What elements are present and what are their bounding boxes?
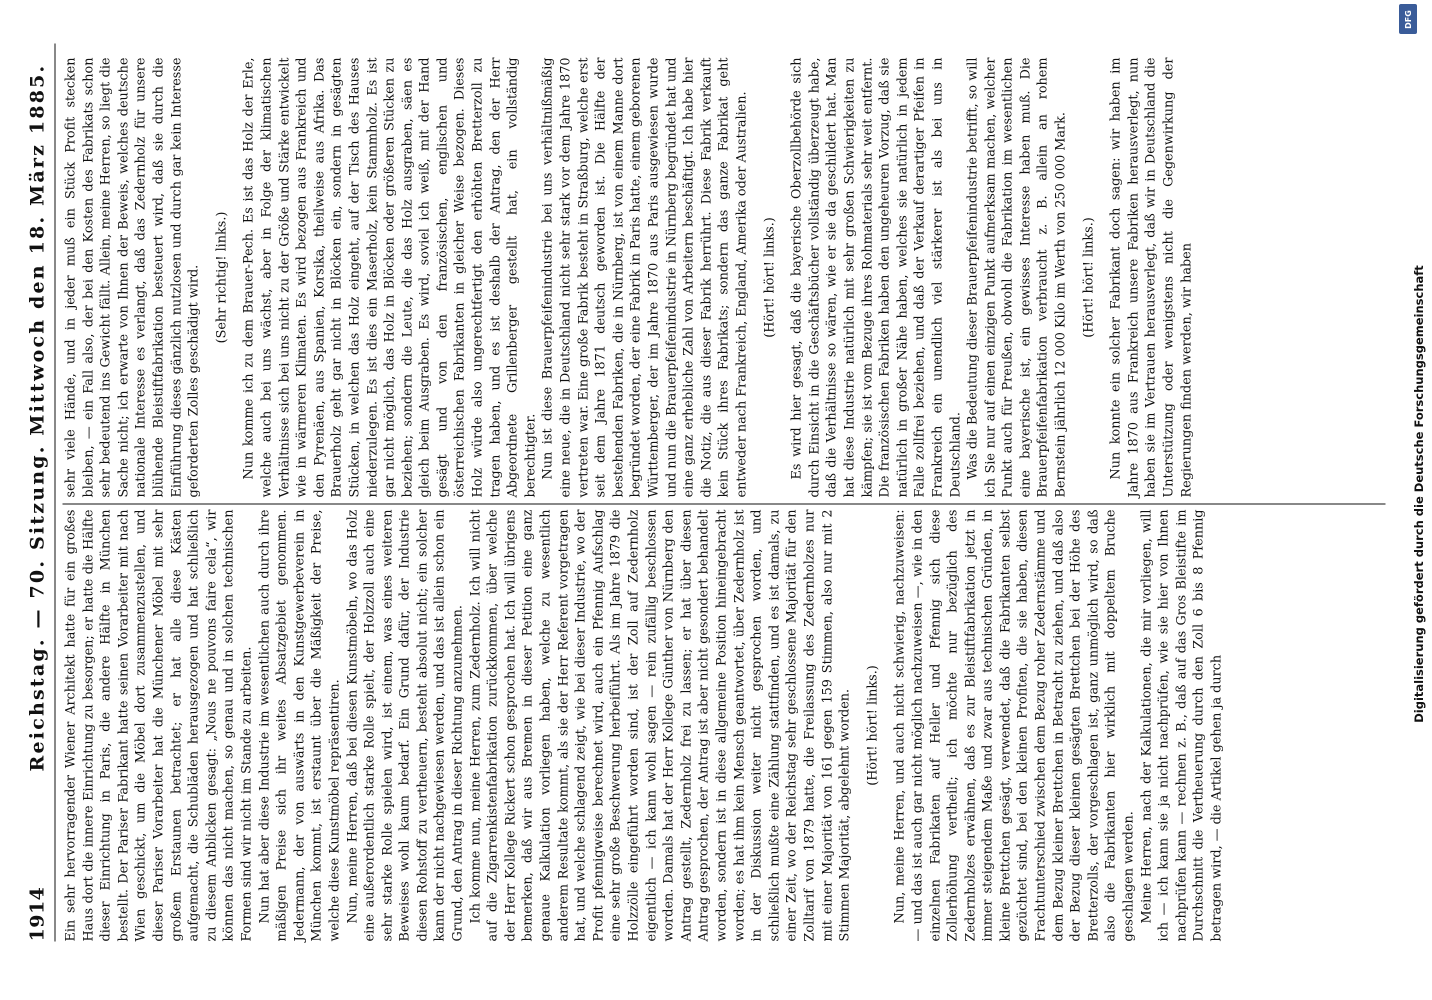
interjection: (Hört! hört! links.) [865, 665, 881, 786]
page-number: 1914 [26, 886, 49, 942]
paragraph: Was die Bedeutung dieser Brauerpfeifenindustrie betrifft, so will ich Sie nur auf einen einzigen Punkt aufmerksam machen, welcher Punkt auch für Preußen, obwohl die Fabrikation im wesentlichen eine bayerische ist, ein gewisses Interesse haben muß. Die Brauerpfeifenfabrikation verbraucht z. B. allein an rohem Bernstein jährlich 12 000 Kilo im Werth von 250 000 Mark. [965, 57, 1069, 498]
column-left [63, 510, 1227, 942]
interjection: (Hört! hört! links.) [1081, 217, 1097, 338]
interjection: (Sehr richtig! links.) [214, 211, 230, 344]
paragraph: sehr viele Hände, und in jeder muß ein Stück Profit stecken bleiben, — ein Fall also, der bei den Kosten des Fabrikats schon sehr bedeutend ins Gewicht fällt. Allein, meine Herren, so liegt die Sache nicht; ich erwarte von Ihnen der Beweis, welches deutsche nationale Interesse es verlangt, daß das Zedernholz für unsere blühende Bleistiftfabrikation besteuert wird, daß sie durch die Einführung dieses gänzlich nutzlosen und durch gar kein Interesse geforderten Zolles geschädigt wird. [63, 57, 202, 498]
paragraph: Meine Herren, nach der Kalkulationen, die mir vorliegen, will ich — ich kann sie ja nicht nachprüfen, wie sie hier von Ihnen nachprüfen kann — rechnen z. B., daß auf das Gros Bleistifte im Durchschnitt die Vertheuerung durch den Zoll 6 bis 8 Pfennig betragen wird, — die Artikel gehen ja durch [1139, 509, 1225, 942]
rotated-page [11, 36, 1406, 966]
paragraph: Nun konnte ein solcher Fabrikant doch sagen: wir haben im Jahre 1870 aus Frankreich unsere Fabriken herausverlegt, nun haben sie im Vertrauen herausverlegt, daß wir in Deutschland die Unterstützung oder wenigstens nicht die Gegenwirkung der Regierungen finden werden, wir haben [1108, 57, 1195, 498]
paragraph: Ein sehr hervorragender Wiener Architekt hatte für ein großes Haus dort die innere Einrichtung zu besorgen; er hatte die Hälfte dieser Einrichtung in Paris, die andere Hälfte in München bestellt. Der Pariser Fabrikant hatte seinen Vorarbeiter mit nach Wien geschickt, um die Möbel dort zusammenzustellen, und dieser Pariser Vorarbeiter hat die Münchener Möbel mit sehr großem Erstaunen betrachtet; er hat alle diese Kästen aufgemacht, die Schubläden herausgezogen und hat schließlich zu diesem Anblicken gesagt: „Nous ne pouvons faire cela“, wir können das nicht machen, so genau und in solchen technischen Formen sind wir nicht im Stande zu arbeiten. [63, 509, 255, 942]
paragraph: Nun komme ich zu dem Brauer-Pech. Es ist das Holz der Erle, welche auch bei uns wächst, aber in Folge der klimatischen Verhältnisse sich bei uns nicht zu der Größe und Stärke entwickelt wie in wärmeren Klimaten. Es wird bezogen aus Frankreich und den Pyrenäen, aus Spanien, Korsika, theilweise aus Afrika. Das Brauerholz geht gar nicht in Blöcken ein, sondern in gesägten Stücken, in welchen das Holz eingeht, auf der Tisch des Hauses niederzulegen. Es ist dies ein Maserholz, kein Stammholz. Es ist gar nicht möglich, das Holz in Blöcken oder größeren Stücken zu beziehen; sondern die Leute, die das Holz ausgraben, säen es gleich beim Ausgraben. Es wird, soviel ich weiß, mit der Hand gesägt und von den französischen, englischen und österreichischen Fabrikanten in gleicher Weise bezogen. Dieses Holz würde also ungerechtfertigt den erhöhten Bretterzoll zu tragen haben, und es ist deshalb der Antrag, den der Herr Abgeordnete Grillenberger gestellt hat, ein vollständig berechtigter. [241, 57, 539, 498]
running-head: Reichstag. — 70. Sitzung. Mittwoch den 18. März 1885. [26, 63, 49, 772]
paragraph: Ich komme nun, meine Herren, zum Zedernholz. Ich will nicht auf die Zigarrenkistenfabrikation zurückkommen, über welche der Herr Kollege Rickert schon gesprochen hat. Ich will übrigens bemerken, daß wir aus Bremen in dieser Petition eine ganz genaue Kalkulation vorliegen haben, welche zu wesentlich anderem Resultate kommt, als sie der Herr Referent vorgetragen hat, und welche schlagend zeigt, wie bei dieser Industrie, wo der Profit pfennigweise berechnet wird, auch ein Pfennig Aufschlag eine sehr große Beschwerung herbeiführt. Als im Jahre 1879 die Holzzölle eingeführt worden sind, ist der Zoll auf Zedernholz eigentlich — ich kann wohl sagen — rein zufällig beschlossen worden. Damals hat der Herr Kollege Günther von Nürnberg den Antrag gestellt, Zedernholz frei zu lassen; er hat über diesen Antrag gesprochen, der Antrag ist aber nicht gesondert behandelt worden, sondern ist in diese allgemeine Position hineingebracht worden; es hat ihm kein Mensch geantwortet, über Zedernholz ist in der Diskussion weiter nicht gesprochen worden, und schließlich mußte eine Zählung stattfinden, und es ist damals, zu einer Zeit, wo der Reichstag sehr geschlossene Majorität für den Zolltarif von 1879 hatte, die Freilassung des Zedernholzes nur mit einer Majorität von 161 gegen 159 Stimmen, also nur mit 2 Stimmen Majorität, abgelehnt worden. [468, 509, 853, 942]
interjection: (Hört! hört! links.) [762, 217, 778, 338]
digitization-credit [1394, 0, 1426, 1000]
paragraph: Nun, meine Herren, daß bei diesen Kunstmöbeln, wo das Holz eine außerordentlich starke Rolle spielt, der Holzzoll auch eine sehr starke Rolle spielen wird, ist einem, was eines weiteren Beweises wohl kaum bedarf. Ein Grund dafür, der Industrie diesen Rohstoff zu vertheuern, besteht absolut nicht; ein solcher kann der nicht nachgewiesen werden, und das ist allein schon ein Grund, den Antrag in dieser Richtung anzunehmen. [345, 509, 466, 942]
paragraph: Nun hat aber diese Industrie im wesentlichen auch durch ihre mäßigen Preise sich ihr weites Absatzgebiet genommen. Jedermann, der von auswärts in den Kunstgewerbeverein in München kommt, ist erstaunt über die Mäßigkeit der Preise, welche diese Kunstmöbel repräsentiren. [257, 509, 343, 942]
paragraph: Nun ist diese Brauerpfeifenindustrie bei uns verhältnißmäßig eine neue, die in Deutschland nicht sehr stark vor dem Jahre 1870 vertreten war. Eine große Fabrik besteht in Straßburg, welche erst seit dem Jahre 1871 deutsch geworden ist. Die Hälfte der bestehenden Fabriken, die in Nürnberg, ist von einem Manne dort begründet worden, der eine Fabrik in Paris hatte, einem geborenen Württemberger, der im Jahre 1870 aus Paris ausgewiesen wurde und nun die Brauerpfeifenindustrie in Nürnberg begründet hat und eine ganz erhebliche Zahl von Arbeitern beschäftigt. Ich habe hier die Notiz, die aus dieser Fabrik herrührt. Diese Fabrik verkauft kein Stück ihres Fabrikats; sondern das ganze Fabrikat geht entweder nach Frankreich, England, Amerika oder Australien. [540, 57, 750, 498]
column-right [63, 58, 1196, 498]
paragraph: Nun, meine Herren, und auch nicht schwierig, nachzuweisen: — und das ist auch gar nicht möglich nachzuweisen —, wie in den einzelnen Fabrikaten auf Heller und Pfennig sich diese Zollerhöhung vertheilt; ich möchte nur bezüglich des Zedernholzes erwähnen, daß es zur Bleistiftfabrikation jetzt in immer steigendem Maße und zwar aus technischen Gründen, in kleine Brettchen gesägt, verwendet, daß die Fabrikanten selbst gezüchtet sind, bei den kleinen Profiten, die sie haben, diesen Frachtunterschied zwischen dem Bezug roher Zedernstämme und dem Bezug kleiner Brettchen in Betracht zu ziehen, und daß also der Bezug dieser kleinen gesägten Brettchen bei der Höhe des Bretterzolls, der vorgeschlagen ist, ganz unmöglich wird, so daß also die Fabrikanten hier wirklich mit doppeltem Bruche geschlagen werden. [892, 509, 1137, 942]
page-header [21, 44, 55, 942]
header-rule [55, 44, 56, 942]
credit-text: Digitalisierung gefördert durch die Deutsche Forschungsgemeinschaft [1412, 265, 1426, 723]
paragraph: Es wird hier gesagt, daß die bayerische Oberzollbehörde sich durch Einsicht in die Geschäftsbücher vollständig überzeugt habe, daß die Verhältnisse so wären, wie er sie da geschildert hat. Man hat diese Industrie natürlich mit sehr großen Schwierigkeiten zu kämpfen; sie ist vom Bezuge ihres Rohmaterials sehr weit entfernt. Die französischen Fabriken haben den ungeheuren Vorzug, daß sie natürlich in großer Nähe haben, welches sie natürlich in jedem Falle zollfrei beziehen, und daß der Verkauf derartiger Pfeifen in Frankreich ein unendlich viel stärkerer ist als bei uns in Deutschland. [789, 57, 963, 498]
dfg-logo: DFG [1399, 4, 1417, 34]
column-divider [63, 504, 1386, 505]
